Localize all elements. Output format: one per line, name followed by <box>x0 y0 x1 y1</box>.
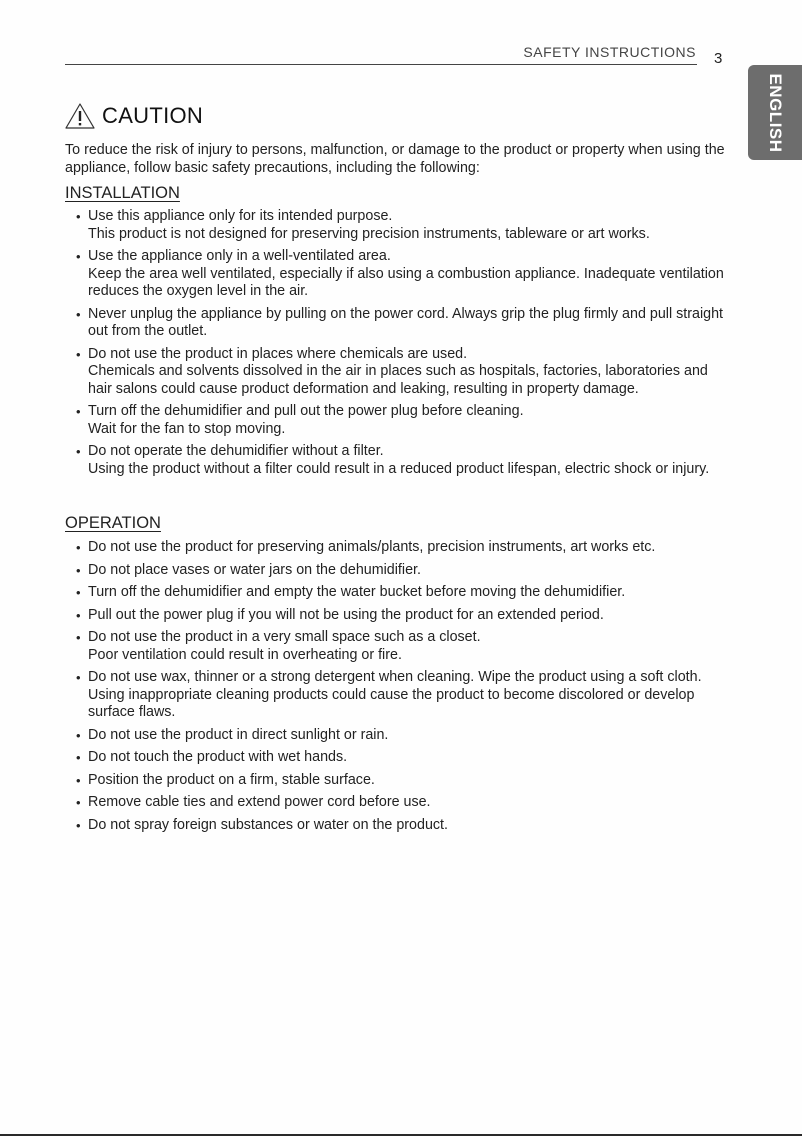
list-item: • Never unplug the appliance by pulling on the power cord. Always grip the plug firmly and pull straight out from the outlet. <box>76 306 726 341</box>
list-item: • Do not touch the product with wet hands. <box>76 749 726 767</box>
list-item: • Use this appliance only for its intended purpose. This product is not designed for preserving precision instruments, tableware or art works. <box>76 208 726 243</box>
header-section-title: SAFETY INSTRUCTIONS <box>523 44 696 60</box>
operation-list <box>76 539 726 839</box>
caution-title: CAUTION <box>102 103 204 128</box>
list-item: • Do not use wax, thinner or a strong detergent when cleaning. Wipe the product using a soft cloth. Using inappropriate cleaning products could cause the product to become discolored or develop surface flaws. <box>76 669 726 722</box>
list-item: • Do not place vases or water jars on the dehumidifier. <box>76 562 726 580</box>
page-number: 3 <box>714 50 723 67</box>
caution-intro: To reduce the risk of injury to persons, malfunction, or damage to the product or property when using the appliance, follow basic safety precautions, including the following: <box>65 142 725 176</box>
operation-heading: OPERATION <box>65 514 161 532</box>
caution-header <box>64 102 203 130</box>
list-item: • Position the product on a firm, stable surface. <box>76 772 726 790</box>
list-item: • Remove cable ties and extend power cord before use. <box>76 794 726 812</box>
language-tab <box>748 65 802 160</box>
list-item: • Do not use the product in places where chemicals are used. Chemicals and solvents dissolved in the air in places such as hospitals, factories, laboratories and hair salons could cause product deformation and leaking, resulting in property damage. <box>76 346 726 399</box>
list-item: • Use the appliance only in a well-ventilated area. Keep the area well ventilated, especially if also using a combustion appliance. Inadequate ventilation reduces the oxygen level in the air. <box>76 248 726 301</box>
list-item: • Do not use the product for preserving animals/plants, precision instruments, art works etc. <box>76 539 726 557</box>
installation-heading: INSTALLATION <box>65 184 180 202</box>
list-item: • Do not use the product in a very small space such as a closet. Poor ventilation could result in overheating or fire. <box>76 629 726 664</box>
list-item: • Turn off the dehumidifier and empty the water bucket before moving the dehumidifier. <box>76 584 726 602</box>
warning-triangle-icon <box>64 102 96 130</box>
language-tab-label: ENGLISH <box>766 72 785 153</box>
list-item: • Do not operate the dehumidifier without a filter. Using the product without a filter could result in a reduced product lifespan, electric shock or injury. <box>76 443 726 478</box>
header-divider <box>65 64 697 65</box>
list-item: • Turn off the dehumidifier and pull out the power plug before cleaning. Wait for the fan to stop moving. <box>76 403 726 438</box>
list-item: • Pull out the power plug if you will not be using the product for an extended period. <box>76 607 726 625</box>
installation-list <box>76 208 726 483</box>
list-item: • Do not spray foreign substances or water on the product. <box>76 817 726 835</box>
list-item: • Do not use the product in direct sunlight or rain. <box>76 727 726 745</box>
